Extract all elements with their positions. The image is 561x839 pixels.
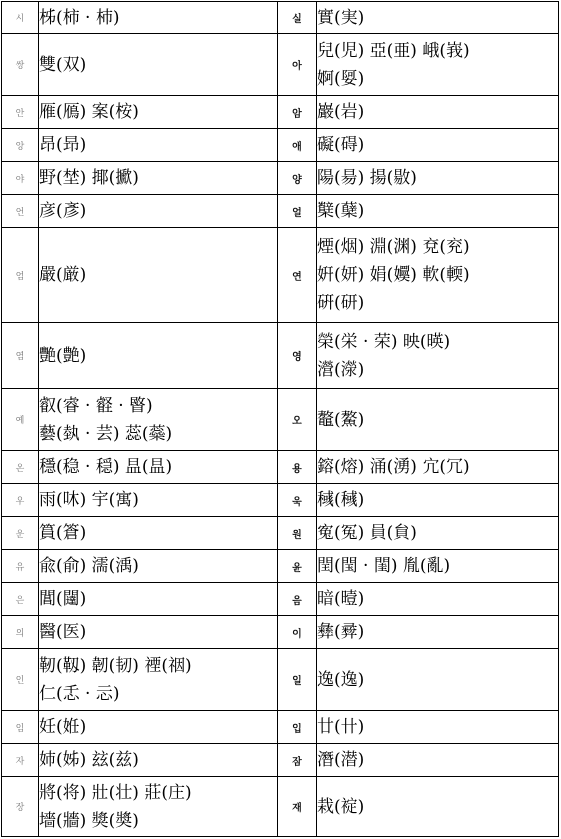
character-line: 姉(姊) 玆(兹) (39, 750, 139, 770)
left-syllable-cell: 인 (2, 649, 39, 711)
right-syllable-cell: 얼 (278, 195, 317, 228)
left-characters-cell (39, 711, 278, 744)
left-characters-cell (39, 162, 278, 195)
character-line: 櫱(蘖) (317, 201, 365, 221)
character-line: 寃(冤) 員(貟) (317, 523, 417, 543)
table-row (2, 389, 559, 451)
right-syllable-cell: 윤 (278, 550, 317, 583)
table-row (2, 2, 559, 34)
left-syllable-cell: 염 (2, 323, 39, 389)
table-row (2, 744, 559, 777)
right-syllable-cell: 암 (278, 96, 317, 129)
left-syllable-cell: 예 (2, 389, 39, 451)
left-characters-cell (39, 616, 278, 649)
right-characters-cell (317, 744, 559, 777)
character-line: 榮(栄 · 荣) 映(暎) (317, 331, 451, 352)
right-syllable-cell: 연 (278, 228, 317, 323)
table-row (2, 550, 559, 583)
right-syllable-cell: 잠 (278, 744, 317, 777)
left-characters-cell (39, 323, 278, 389)
character-line: 婀(娿) (317, 68, 365, 89)
table-body (2, 2, 559, 837)
right-syllable-cell: 아 (278, 34, 317, 96)
character-line: 煙(烟) 淵(渊) 兗(兖) (317, 237, 470, 257)
character-line: 彝(彛) (317, 622, 365, 642)
left-characters-cell (39, 484, 278, 517)
table-row (2, 517, 559, 550)
right-syllable-cell: 일 (278, 649, 317, 711)
left-characters-cell (39, 744, 278, 777)
left-characters-cell (39, 649, 278, 711)
left-syllable-cell: 임 (2, 711, 39, 744)
table-row (2, 129, 559, 162)
character-line: 妊(姙) (39, 717, 87, 737)
table-row (2, 162, 559, 195)
right-characters-cell (317, 451, 559, 484)
character-line: 鎔(熔) 涌(湧) 宂(冗) (317, 457, 470, 477)
right-syllable-cell: 용 (278, 451, 317, 484)
character-line: 潛(潜) (317, 750, 365, 770)
table-row (2, 34, 559, 96)
right-syllable-cell: 실 (278, 2, 317, 34)
left-syllable-cell: 야 (2, 162, 39, 195)
right-characters-cell (317, 2, 559, 34)
left-characters-cell (39, 583, 278, 616)
character-line: 瀯(濴) (317, 359, 365, 380)
right-characters-cell (317, 583, 559, 616)
table-row (2, 616, 559, 649)
character-line: 醫(医) (39, 622, 87, 642)
character-line: 閏(閠 · 閨) 胤(亂) (317, 556, 451, 576)
left-characters-cell (39, 389, 278, 451)
right-characters-cell (317, 711, 559, 744)
left-characters-cell (39, 451, 278, 484)
left-syllable-cell: 온 (2, 451, 39, 484)
right-characters-cell (317, 228, 559, 323)
right-characters-cell (317, 616, 559, 649)
character-line: 嚴(厳) (39, 265, 87, 285)
character-line: 篔(篬) (39, 523, 87, 543)
right-characters-cell (317, 162, 559, 195)
left-characters-cell (39, 195, 278, 228)
right-syllable-cell: 원 (278, 517, 317, 550)
right-characters-cell (317, 517, 559, 550)
right-syllable-cell: 욱 (278, 484, 317, 517)
character-line: 艷(艶) (39, 345, 87, 366)
table-row (2, 228, 559, 323)
right-syllable-cell: 재 (278, 777, 317, 837)
table-row (2, 484, 559, 517)
left-syllable-cell: 은 (2, 583, 39, 616)
character-line: 穩(稳 · 穏) 昷(昷) (39, 457, 173, 477)
character-line: 仁(忎 · 忈) (39, 683, 120, 704)
character-line: 墻(牆) 獎(奬) (39, 810, 139, 831)
right-characters-cell (317, 484, 559, 517)
left-syllable-cell: 자 (2, 744, 39, 777)
character-line: 巖(岩) (317, 102, 365, 122)
left-characters-cell (39, 34, 278, 96)
left-syllable-cell: 의 (2, 616, 39, 649)
character-line: 雁(鴈) 案(桉) (39, 102, 139, 122)
character-line: 藝(埶 · 芸) 蕊(蘂) (39, 423, 173, 444)
character-line: 暗(曀) (317, 589, 365, 609)
left-characters-cell (39, 96, 278, 129)
right-characters-cell (317, 389, 559, 451)
left-syllable-cell: 유 (2, 550, 39, 583)
character-line: 昂(昻) (39, 135, 87, 155)
table-row (2, 711, 559, 744)
character-line: 閶(闥) (39, 589, 87, 609)
right-syllable-cell: 입 (278, 711, 317, 744)
character-line: 兪(俞) 濡(渪) (39, 556, 139, 576)
left-characters-cell (39, 129, 278, 162)
table-row (2, 96, 559, 129)
right-characters-cell (317, 550, 559, 583)
character-line: 逸(逸) (317, 669, 365, 690)
right-syllable-cell: 오 (278, 389, 317, 451)
right-characters-cell (317, 195, 559, 228)
table-row (2, 777, 559, 837)
right-characters-cell (317, 96, 559, 129)
character-line: 將(将) 壯(壮) 莊(庄) (39, 782, 192, 803)
right-syllable-cell: 영 (278, 323, 317, 389)
character-line: 兒(児) 亞(亜) 峨(峩) (317, 40, 470, 61)
character-line: 雙(双) (39, 54, 87, 75)
character-line: 柹(柿 · 杮) (39, 7, 120, 28)
left-characters-cell (39, 517, 278, 550)
left-syllable-cell: 시 (2, 2, 39, 34)
left-syllable-cell: 쌍 (2, 34, 39, 96)
character-line: 廿(卄) (317, 717, 365, 737)
table-row (2, 583, 559, 616)
character-line: 鼇(鰲) (317, 409, 365, 430)
table-row (2, 323, 559, 389)
right-characters-cell (317, 323, 559, 389)
table-row (2, 451, 559, 484)
left-syllable-cell: 안 (2, 96, 39, 129)
character-line: 雨(㕲) 宇(寓) (39, 490, 139, 510)
left-syllable-cell: 우 (2, 484, 39, 517)
right-characters-cell (317, 34, 559, 96)
table-row (2, 649, 559, 711)
character-line: 實(実) (317, 7, 365, 28)
right-syllable-cell: 애 (278, 129, 317, 162)
character-line: 栽(䘺) (317, 796, 365, 817)
character-line: 靭(靱) 韌(韧) 禋(䄄) (39, 655, 192, 676)
character-line: 陽(昜) 揚(敭) (317, 168, 417, 188)
hanja-variant-table (1, 1, 559, 837)
character-line: 硏(研) (317, 293, 365, 313)
right-characters-cell (317, 129, 559, 162)
character-line: 叡(睿 · 壡 · 睯) (39, 395, 153, 416)
character-line: 礙(碍) (317, 135, 365, 155)
right-characters-cell (317, 649, 559, 711)
character-line: 稶(稶) (317, 490, 365, 510)
left-syllable-cell: 운 (2, 517, 39, 550)
left-characters-cell (39, 2, 278, 34)
left-characters-cell (39, 777, 278, 837)
left-characters-cell (39, 550, 278, 583)
left-syllable-cell: 앙 (2, 129, 39, 162)
left-syllable-cell: 언 (2, 195, 39, 228)
character-line: 姸(妍) 娟(嬽) 軟(輭) (317, 265, 470, 285)
left-characters-cell (39, 228, 278, 323)
left-syllable-cell: 장 (2, 777, 39, 837)
right-syllable-cell: 이 (278, 616, 317, 649)
table-row (2, 195, 559, 228)
right-syllable-cell: 양 (278, 162, 317, 195)
right-syllable-cell: 음 (278, 583, 317, 616)
character-line: 彦(彥) (39, 201, 87, 221)
character-line: 野(埜) 揶(擨) (39, 168, 139, 188)
left-syllable-cell: 엄 (2, 228, 39, 323)
right-characters-cell (317, 777, 559, 837)
